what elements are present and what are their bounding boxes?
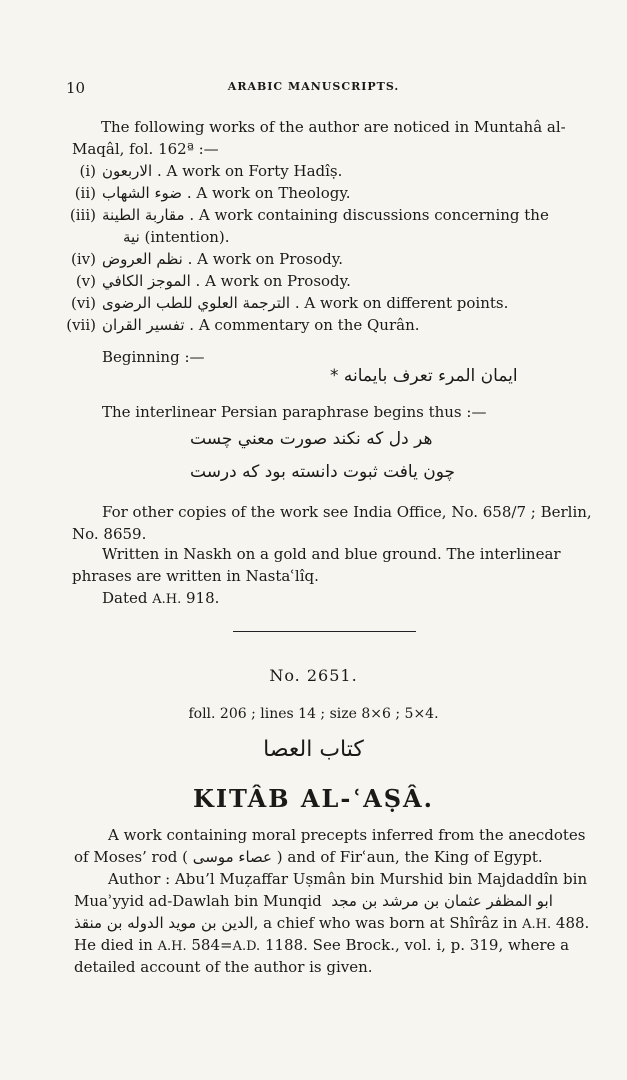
work-arabic: تفسير القران [102,316,185,334]
work-item [66,161,342,181]
author-line-1: Author : Abu’l Muẓaffar Uṣmân bin Murshid bin Majdaddîn bin [108,870,588,888]
beginning-label: Beginning :— [102,348,205,366]
work-arabic: الموجز الكافي [102,272,191,290]
work-item [66,249,343,269]
page-number: 10 [66,79,86,97]
work-text: . A work on Theology. [186,184,351,202]
work-num: (iv) [71,250,96,268]
work-num: (v) [75,272,96,290]
dated-prefix: Dated [102,589,153,607]
copies-line-2: No. 8659. [72,525,147,543]
work-item [66,315,420,335]
birth-year: 488. [551,914,590,932]
interlinear-line-1: هر دل كه نكند صورت معني چست [190,429,433,449]
desc-arabic: عصاء موسى [192,848,272,866]
work-text: . A work on different points. [294,294,509,312]
dated-era: A.H. [152,592,182,607]
work-num: (vii) [66,316,96,334]
running-title: ARABIC MANUSCRIPTS. [227,80,400,93]
beginning-arabic: ايمان المرء تعرف بايمانه [343,366,518,386]
desc-prefix: of Moses’ rod ( [74,848,188,866]
work-num: (ii) [74,184,96,202]
work-arabic: نظم العروض [102,250,183,268]
work-item-continuation [123,227,230,247]
birth-era: A.H. [522,917,552,932]
entry-title: KITÂB AL-ʿAṢÂ. [192,784,435,813]
copies-line-1: For other copies of the work see India Office, No. 658/7 ; Berlin, [102,503,592,521]
author-line-5: detailed account of the author is given. [74,958,373,976]
work-item [66,293,508,313]
dated-line [102,588,219,610]
work-text: . A work on Forty Hadîṣ. [156,162,343,180]
intro-line-1: The following works of the author are noticed in Muntahâ al- [101,118,566,136]
work-arabic: مقاربة الطينة [102,206,185,224]
author-line-4 [74,935,569,957]
work-text: (intention). [144,228,230,246]
work-arabic: نية [123,228,140,246]
work-num: (i) [79,162,96,180]
death-year-ad: 1188. See Brock., vol. i, p. 319, where a [260,936,570,954]
entry-foll: foll. 206 ; lines 14 ; size 8×6 ; 5×4. [188,706,439,722]
author-birth-text: , a chief who was born at Shîrâz in [253,914,523,932]
work-text: . A work containing discussions concerning the [189,206,549,224]
death-year-ah: 584= [186,936,233,954]
written-line-1: Written in Naskh on a gold and blue ground. The interlinear [102,545,561,563]
work-text: . A commentary on the Qurân. [189,316,420,334]
intro-line-2: Maqâl, fol. 162ª :— [72,140,219,158]
author-latin: Muaʾyyid ad-Dawlah bin Munqid [74,892,322,910]
work-text: . A work on Prosody. [195,272,351,290]
work-arabic: الاربعون [102,162,153,180]
author-arabic: ابو المظفر عثمان بن مرشد بن مجد [331,892,553,910]
death-prefix: He died in [74,936,158,954]
work-item [66,183,351,203]
work-arabic: الترجمة العلوي للطب الرضوى [102,294,291,312]
death-era-ad: A.D. [232,939,261,954]
written-line-2: phrases are written in Nastaʿlîq. [72,567,319,585]
author-arabic-cont: الدين بن مويد الدوله بن منقذ [74,914,254,932]
work-text: . A work on Prosody. [187,250,344,268]
desc-line-1: A work containing moral precepts inferred from the anecdotes [108,826,586,844]
entry-arabic-title: كتاب العصا [263,737,364,762]
section-divider [233,631,416,632]
work-num: (iii) [69,206,96,224]
interlinear-label: The interlinear Persian paraphrase begins thus :— [102,403,487,421]
author-line-3 [74,913,589,935]
death-era-ah: A.H. [157,939,187,954]
dated-year: 918. [181,589,220,607]
desc-line-2 [74,847,543,867]
work-item [66,271,351,291]
star-mark: * [330,366,339,386]
beginning-quote [330,366,518,386]
desc-suffix: ) and of Firʿaun, the King of Egypt. [276,848,543,866]
work-item [66,205,549,225]
work-arabic: ضوء الشهاب [102,184,183,202]
work-num: (vi) [71,294,96,312]
entry-number: No. 2651. [269,666,358,685]
interlinear-line-2: چون يافت ثبوت دانسته بود كه درست [190,462,456,482]
author-line-2 [74,891,553,911]
